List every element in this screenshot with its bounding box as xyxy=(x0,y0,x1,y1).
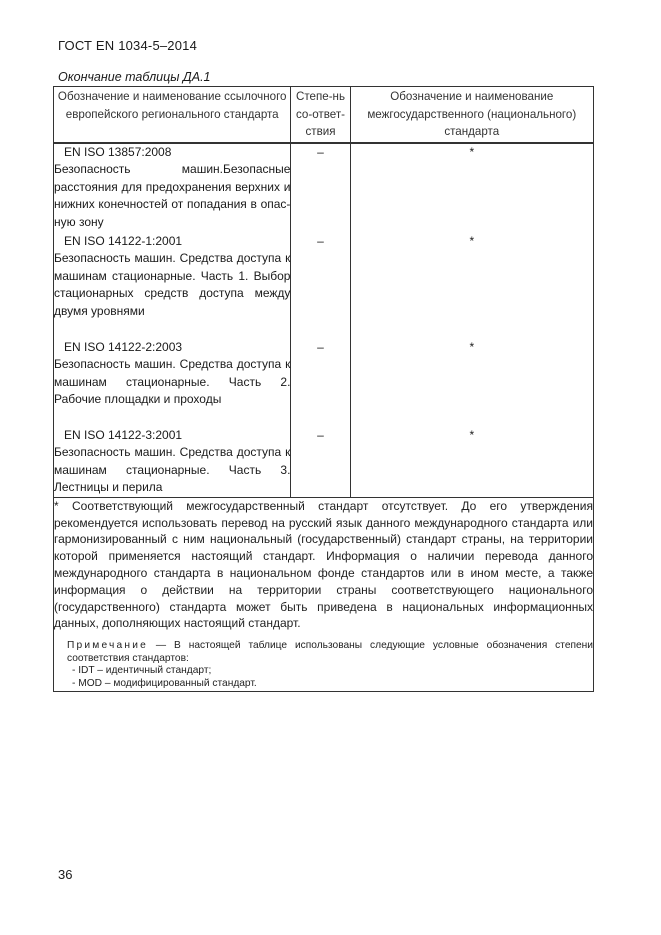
footnote-text: * Соответствующий межгосударственный стандарт отсутствует. До его утверждения рекомендуется использовать перевод на русский язык данного международного стандарта или гармонизированный с ним национальный (государственный) стандарт страны, на территории которой применяется настоящий стандарт. Информация о наличии перевода данного международного стандарта в национальном фонде стандартов или в ином месте, а также информация о действии на территории страны соответствующего национального (государственного) стандарта может быть приведена в национальных информационных данных, дополняющих настоящий стандарт. xyxy=(54,498,593,631)
degree-cell: – xyxy=(291,339,350,427)
standard-code: EN ISO 14122-3:2001 xyxy=(64,427,183,442)
standard-title: Безопасность машин. Средства доступа к машинам стационарные. Часть 3. Лестницы и перила xyxy=(54,445,291,495)
header-european-standard: Обозначение и наименование ссылочного европейского регионального стандарта xyxy=(54,87,291,143)
national-standard-cell: * xyxy=(350,339,593,427)
table-caption: Окончание таблицы ДА.1 xyxy=(58,70,211,84)
european-standard-cell xyxy=(54,339,291,427)
document-code-header: ГОСТ EN 1034-5–2014 xyxy=(58,38,198,53)
degree-cell: – xyxy=(291,427,350,498)
table-header-row xyxy=(54,87,594,143)
header-national-standard: Обозначение и наименование межгосударственного (национального) стандарта xyxy=(350,87,593,143)
note-item: - IDT – идентичный стандарт; xyxy=(72,665,212,677)
degree-cell: – xyxy=(291,143,350,233)
standard-title: Безопасность машин.Безопасные расстояния для предохранения верхних и нижних конечностей от попадания в опас-ную зону xyxy=(54,162,291,229)
european-standard-cell xyxy=(54,427,291,498)
standard-title: Безопасность машин. Средства доступа к машинам стационарные. Часть 1. Выбор стационарных средств доступа между двумя уровнями xyxy=(54,251,291,318)
national-standard-cell: * xyxy=(350,233,593,339)
degree-cell: – xyxy=(291,233,350,339)
header-degree-of-conformity: Степе-нь со-ответ-ствия xyxy=(291,87,350,143)
table-row xyxy=(54,143,594,233)
table-row xyxy=(54,233,594,339)
table-row xyxy=(54,339,594,427)
page-number: 36 xyxy=(58,867,73,882)
standard-code: EN ISO 14122-2:2003 xyxy=(64,339,183,354)
note-item: - MOD – модифицированный стандарт. xyxy=(72,678,257,690)
note-text: — В настоящей таблице использованы следующие условные обозначения степени соответствия стандартов: xyxy=(67,640,593,664)
note-line xyxy=(54,640,593,665)
table-row xyxy=(54,427,594,498)
footnote-cell xyxy=(54,497,594,691)
note-label: Примечание xyxy=(67,640,148,652)
reference-standards-table xyxy=(53,86,594,692)
note-block xyxy=(54,640,593,690)
standard-code: EN ISO 14122-1:2001 xyxy=(64,233,183,248)
standard-title: Безопасность машин. Средства доступа к машинам стационарные. Часть 2. Рабочие площадки и проходы xyxy=(54,357,291,407)
footnote-row xyxy=(54,497,594,691)
national-standard-cell: * xyxy=(350,427,593,498)
standard-code: EN ISO 13857:2008 xyxy=(64,144,172,159)
national-standard-cell: * xyxy=(350,143,593,233)
european-standard-cell xyxy=(54,143,291,233)
european-standard-cell xyxy=(54,233,291,339)
